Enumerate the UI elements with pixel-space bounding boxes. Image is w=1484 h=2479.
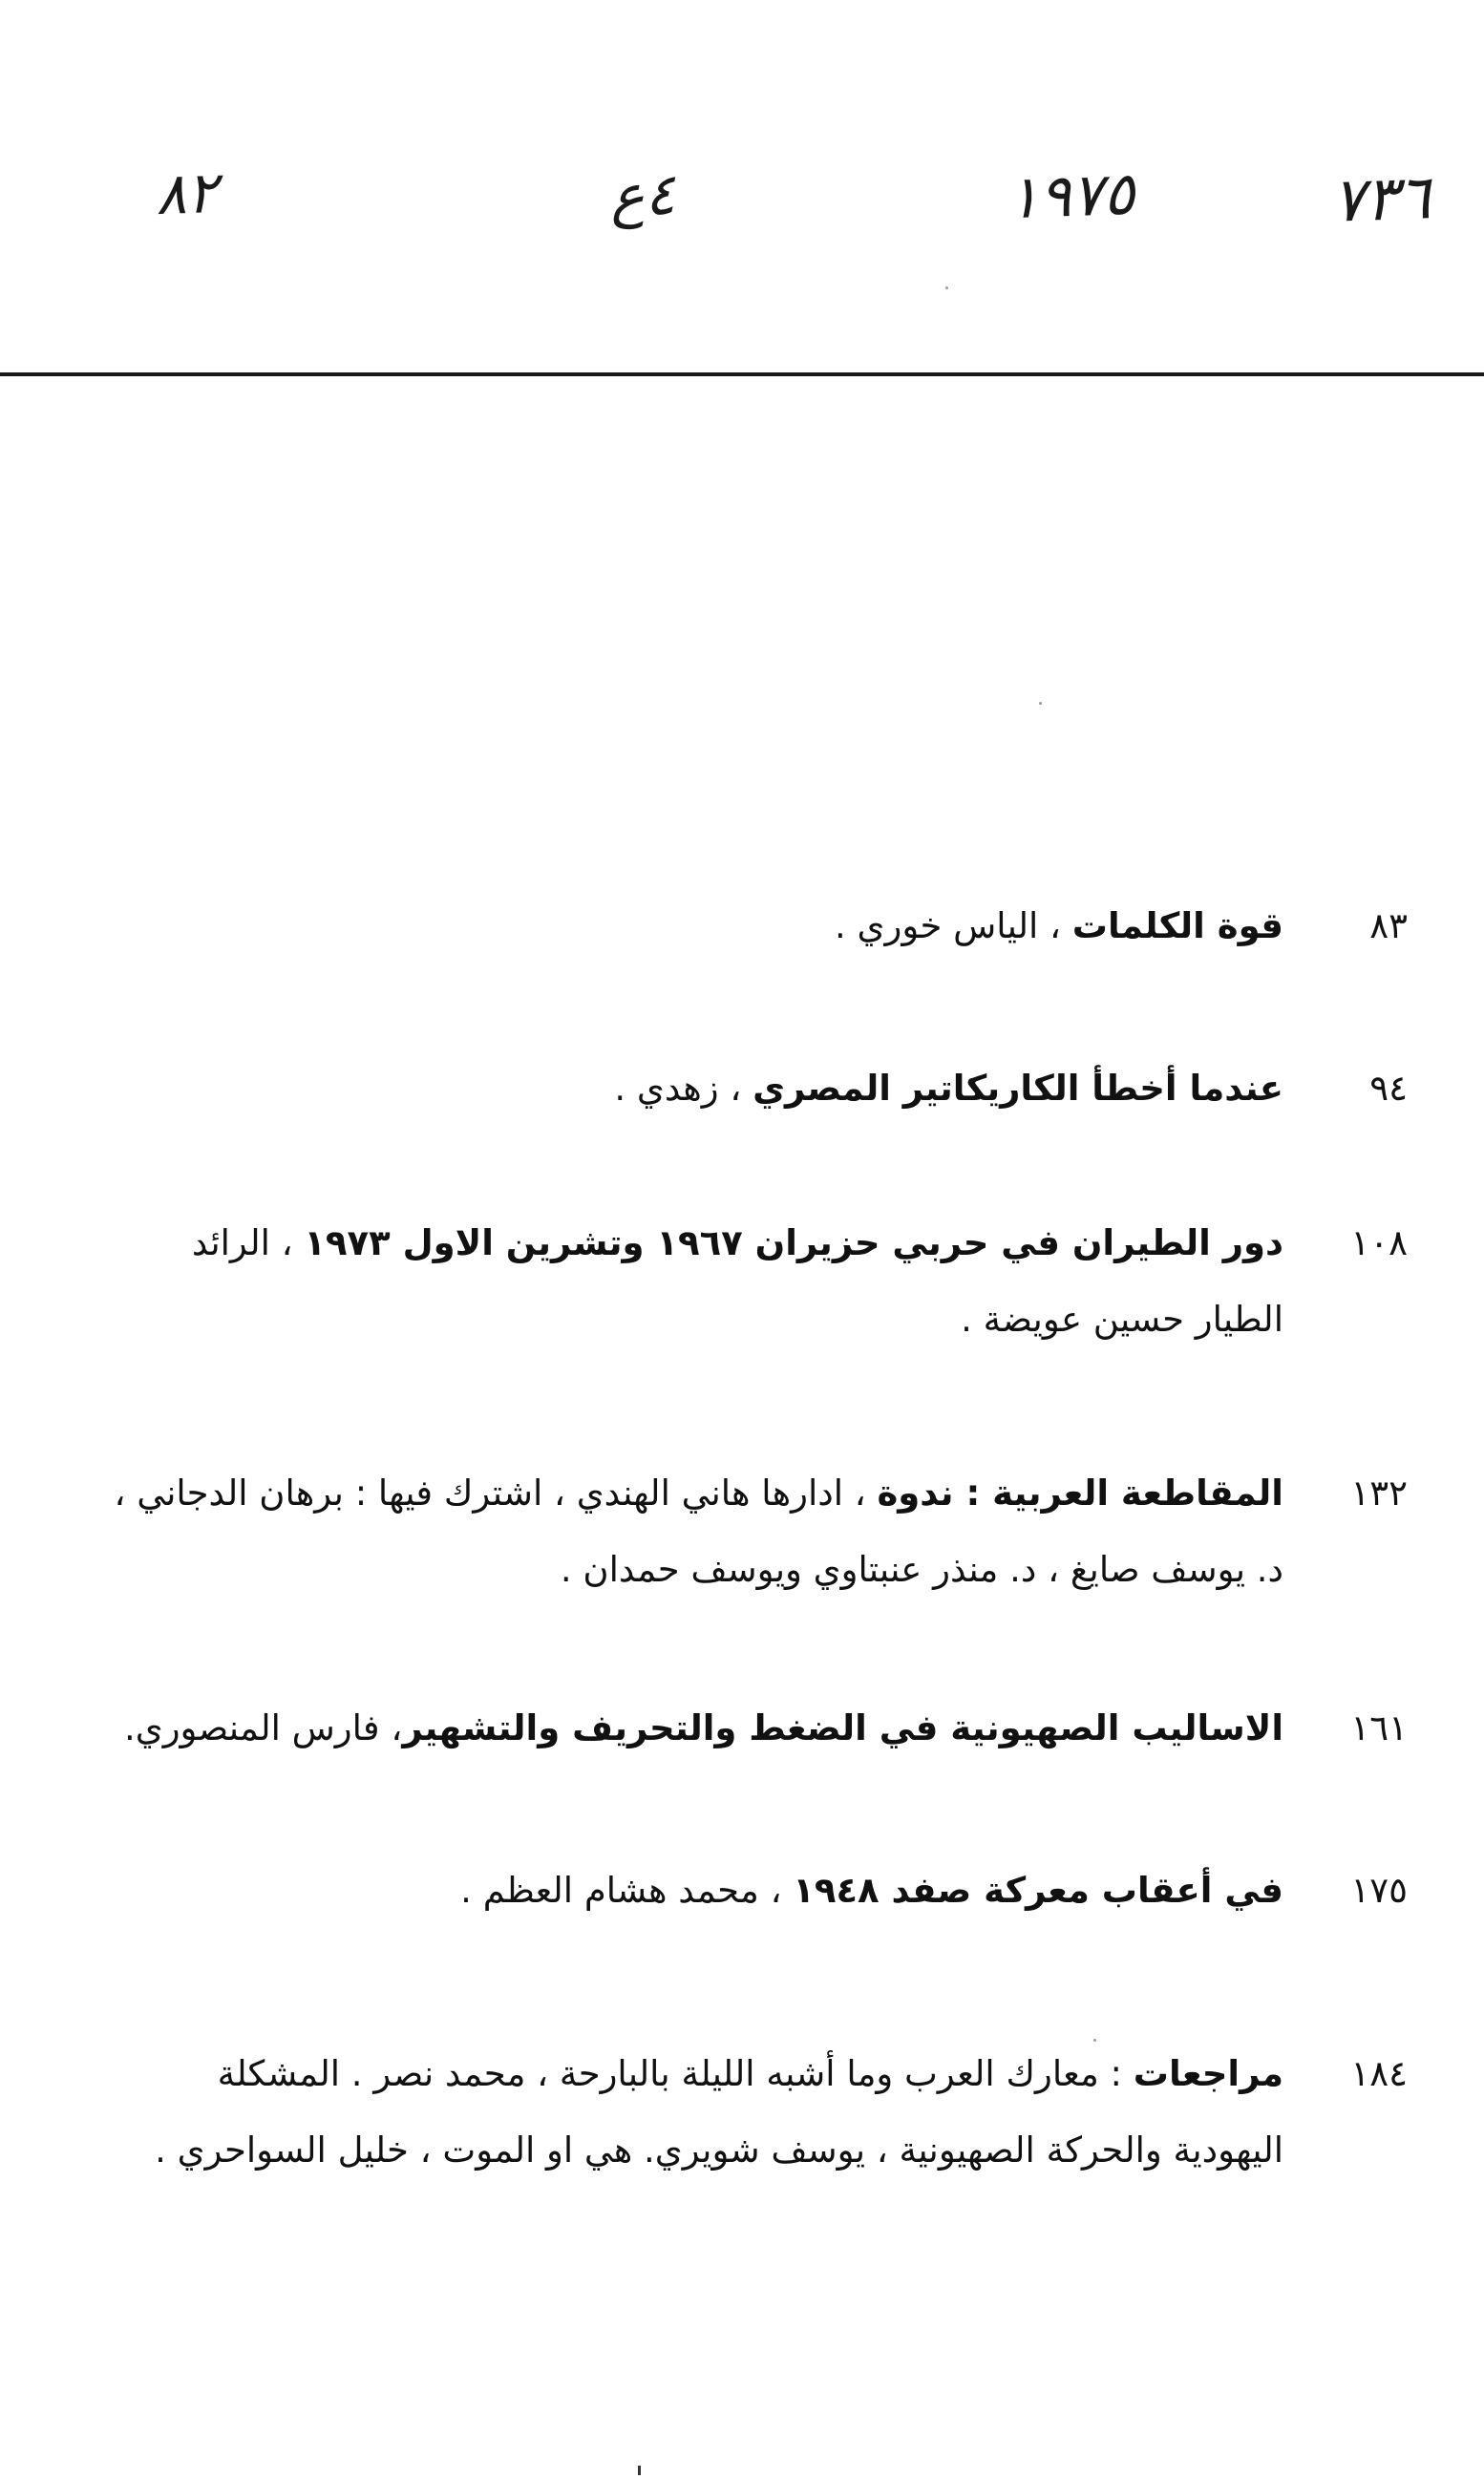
toc-entry-text bbox=[99, 1205, 1283, 1358]
toc-entry-details: : معارك العرب وما أشبه الليلة بالبارحة ، محمد نصر . المشكلة اليهودية والحركة الصهيونية ، يوسف شويري. هي او الموت ، خليل السواحري . bbox=[155, 2053, 1283, 2171]
toc-entry-text bbox=[99, 1455, 1283, 1608]
toc-entry-title: الاساليب الصهيونية في الضغط والتحريف والتشهير bbox=[402, 1707, 1283, 1748]
toc-entry-title: المقاطعة العربية : ندوة bbox=[877, 1473, 1283, 1514]
toc-entry-text bbox=[99, 888, 1283, 964]
handwritten-note-1: ٨٢ bbox=[154, 159, 219, 229]
toc-entry-title: قوة الكلمات bbox=[1071, 905, 1283, 946]
toc-page-number: ١٣٢ bbox=[1350, 1473, 1408, 1514]
handwritten-note-4: ٧٣٦ bbox=[1330, 162, 1432, 237]
scan-speck bbox=[1093, 2039, 1096, 2042]
toc-entry-title: عندما أخطأ الكاريكاتير المصري bbox=[753, 1068, 1283, 1109]
handwritten-note-2: ٤ع bbox=[608, 160, 677, 231]
toc-page-number: ١٧٥ bbox=[1350, 1870, 1408, 1911]
scan-mark bbox=[638, 2466, 641, 2475]
toc-entry-details: ، فارس المنصوري. bbox=[123, 1707, 403, 1748]
toc-entry-text bbox=[99, 2036, 1283, 2189]
scan-speck bbox=[945, 286, 948, 289]
toc-entry-text bbox=[99, 1690, 1283, 1767]
toc-entry-details: ، ادارها هاني الهندي ، اشترك فيها : برهان الدجاني ، د. يوسف صايغ ، د. منذر عنبتاوي ويوسف حمدان . bbox=[114, 1473, 1283, 1590]
toc-page-number: ١٨٤ bbox=[1350, 2053, 1408, 2094]
toc-page-number: ١٠٨ bbox=[1350, 1222, 1408, 1263]
toc-page-number: ١٦١ bbox=[1350, 1707, 1408, 1748]
toc-entry-text bbox=[99, 1050, 1283, 1127]
toc-entry-details: ، زهدي . bbox=[614, 1068, 753, 1109]
toc-entry-title: مراجعات bbox=[1133, 2053, 1283, 2094]
scan-speck bbox=[1039, 702, 1042, 705]
toc-page-number: ٩٤ bbox=[1369, 1068, 1408, 1109]
toc-entry-details: ، الياس خوري . bbox=[835, 905, 1072, 946]
toc-entry-title: دور الطيران في حربي حزيران ١٩٦٧ وتشرين الاول ١٩٧٣ bbox=[304, 1222, 1283, 1263]
toc-entry-title: في أعقاب معركة صفد ١٩٤٨ bbox=[793, 1870, 1283, 1911]
toc-page-number: ٨٣ bbox=[1369, 905, 1408, 946]
toc-entry-details: ، الرائد الطيار حسين عويضة . bbox=[191, 1222, 1283, 1340]
handwritten-note-3: ١٩٧٥ bbox=[1006, 158, 1136, 233]
toc-entry-text bbox=[99, 1853, 1283, 1929]
toc-entry-details: ، محمد هشام العظم . bbox=[460, 1870, 794, 1911]
